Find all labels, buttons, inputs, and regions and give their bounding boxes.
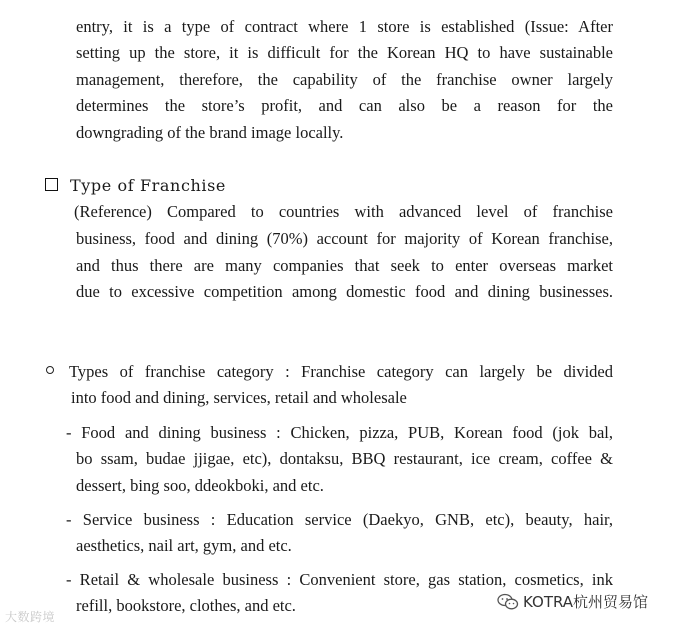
types-line-2: into food and dining, services, retail and wholesale — [71, 388, 407, 407]
reference-line-1: (Reference) Compared to countries with advanced level of franchise — [74, 202, 613, 221]
intro-line-5: downgrading of the brand image locally. — [76, 123, 344, 142]
service-line-2: aesthetics, nail art, gym, and etc. — [76, 536, 292, 555]
heading-checkbox-icon — [45, 178, 58, 191]
intro-line-2: setting up the store, it is difficult for the Korean HQ to have sustainable — [76, 43, 613, 62]
reference-line-2: business, food and dining (70%) account for majority of Korean franchise, — [76, 229, 613, 248]
food-dining-line-2: bo ssam, budae jjigae, etc), dontaksu, BBQ restaurant, ice cream, coffee & — [76, 449, 613, 468]
circle-bullet-icon — [46, 366, 54, 374]
types-line-1: Types of franchise category : Franchise category can largely be divided — [69, 362, 613, 381]
watermark-right-text: KOTRA杭州贸易馆 — [523, 593, 649, 611]
intro-line-1: entry, it is a type of contract where 1 store is established (Issue: After — [76, 17, 613, 36]
intro-line-4: determines the store’s profit, and can also be a reason for the — [76, 96, 613, 115]
food-dining-line-3: dessert, bing soo, ddeokboki, and etc. — [76, 476, 324, 495]
retail-line-1: - Retail & wholesale business : Convenient store, gas station, cosmetics, ink — [66, 570, 613, 589]
intro-line-3: management, therefore, the capability of the franchise owner largely — [76, 70, 613, 89]
section-heading: Type of Franchise — [70, 176, 227, 195]
reference-line-4: due to excessive competition among domestic food and dining businesses. — [76, 282, 613, 301]
watermark-right — [497, 591, 648, 612]
reference-line-3: and thus there are many companies that seek to enter overseas market — [76, 256, 613, 275]
retail-line-2: refill, bookstore, clothes, and etc. — [76, 596, 296, 615]
food-dining-line-1: - Food and dining business : Chicken, pizza, PUB, Korean food (jok bal, — [66, 423, 613, 442]
watermark-left: 大数跨境 — [5, 610, 56, 624]
service-line-1: - Service business : Education service (Daekyo, GNB, etc), beauty, hair, — [66, 510, 613, 529]
wechat-icon — [497, 593, 519, 611]
